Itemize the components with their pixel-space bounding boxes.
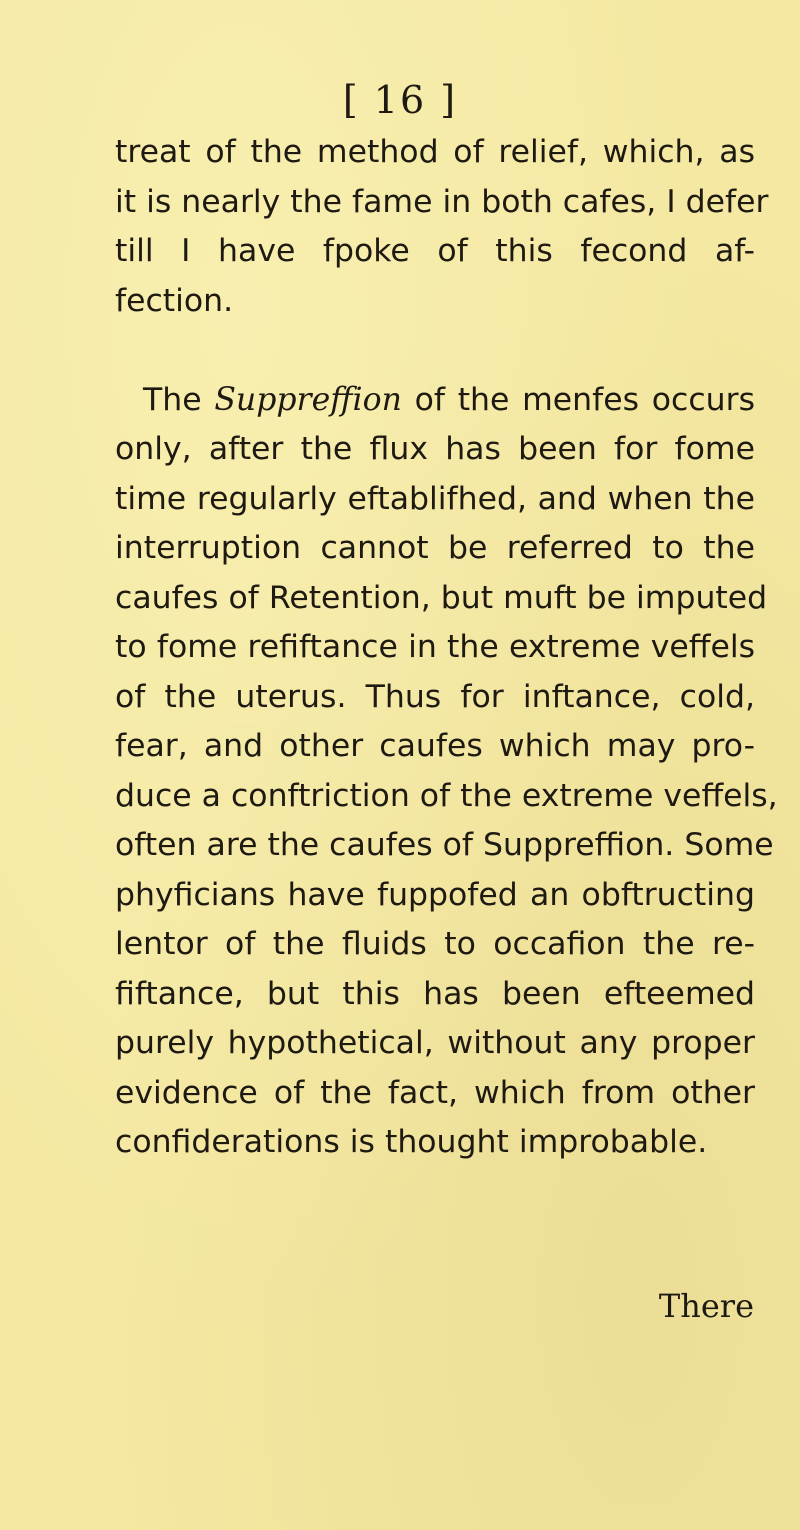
paragraph-opening-rest: of the menfes occurs	[401, 381, 755, 418]
page-number: [ 16 ]	[342, 78, 458, 122]
text-line: caufes of Retention, but muft be imputed	[115, 579, 768, 616]
text-line: treat of the method of relief, which, as	[115, 134, 755, 170]
text-line: to fome refiftance in the extreme veffels	[115, 629, 755, 665]
text-line: often are the caufes of Suppreffion. Some	[115, 827, 774, 863]
paragraph-opening-word: The	[143, 381, 215, 418]
text-line: fear, and other caufes which may pro-	[115, 728, 755, 764]
text-line: duce a conftriction of the extreme veffels,	[115, 777, 778, 814]
text-line: fection.	[115, 282, 234, 319]
text-line: it is nearly the fame in both cafes, I defer	[115, 183, 769, 220]
text-line: only, after the flux has been for fome	[115, 431, 755, 467]
text-line: time regularly eftablifhed, and when the	[115, 480, 755, 517]
paragraph-gap	[115, 326, 755, 376]
text-line: of the uterus. Thus for inftance, cold,	[115, 678, 755, 715]
text-line: phyficians have fuppofed an obftructing	[115, 876, 755, 913]
catchword: There	[658, 1287, 754, 1325]
italic-term: Suppreffion	[214, 381, 402, 418]
text-line: interruption cannot be referred to the	[115, 530, 755, 566]
body-text	[115, 128, 778, 1168]
text-line: fiftance, but this has been efteemed	[115, 975, 755, 1012]
text-line: lentor of the fluids to occafion the re-	[115, 926, 755, 962]
text-line: evidence of the fact, which from other	[115, 1074, 755, 1111]
text-line: confiderations is thought improbable.	[115, 1124, 708, 1160]
paragraph-opening-line	[115, 376, 755, 426]
text-line: till I have fpoke of this fecond af-	[115, 233, 755, 269]
text-line: purely hypothetical, without any proper	[115, 1025, 755, 1061]
